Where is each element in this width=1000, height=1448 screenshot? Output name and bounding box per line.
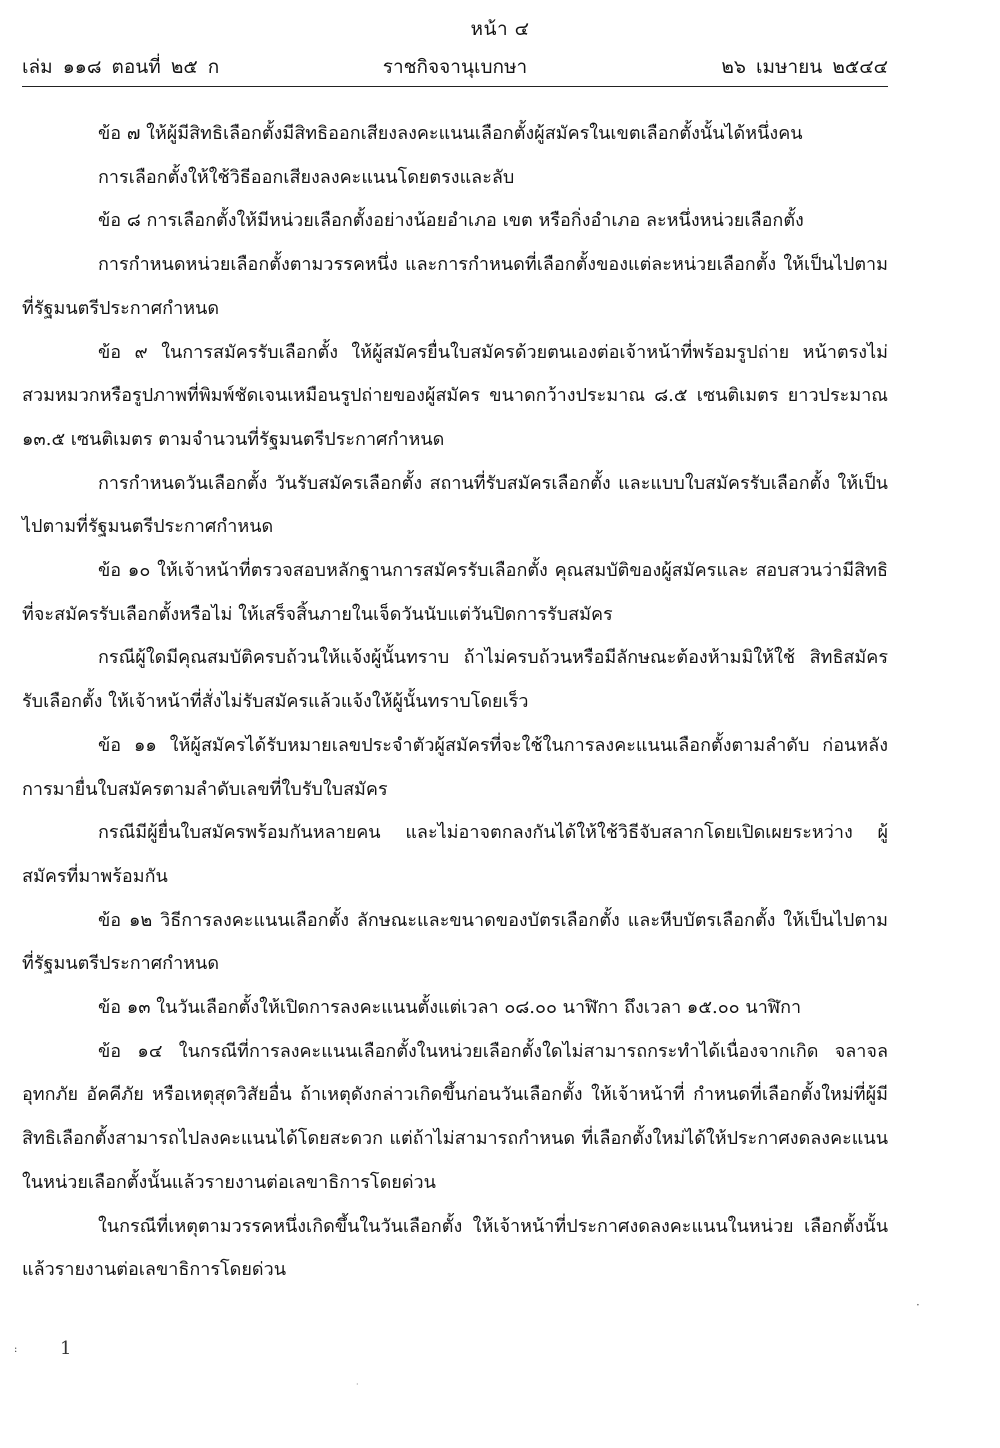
volume-issue: เล่ม ๑๑๘ ตอนที่ ๒๕ ก	[22, 56, 220, 78]
footer-mark: 1	[60, 1338, 72, 1359]
clause-14-para-2: ในกรณีที่เหตุตามวรรคหนึ่งเกิดขึ้นในวันเลือกตั้ง ให้เจ้าหน้าที่ประกาศงดลงคะแนนในหน่วย เลือกตั้งนั้น แล้วรายงานต่อเลขาธิการโดยด่วน	[22, 1215, 888, 1281]
clause-13: ข้อ ๑๓ ในวันเลือกตั้งให้เปิดการลงคะแนนตั้งแต่เวลา ๐๘.๐๐ นาฬิกา ถึงเวลา ๑๕.๐๐ นาฬิกา	[98, 997, 802, 1019]
scan-speck-right: ·	[916, 1298, 920, 1312]
clause-7: ข้อ ๗ ให้ผู้มีสิทธิเลือกตั้งมีสิทธิออกเสียงลงคะแนนเลือกตั้งผู้สมัครในเขตเลือกตั้งนั้นได้หนึ่งคน	[98, 123, 803, 144]
scan-speck-bottom: ·	[356, 1380, 359, 1389]
clause-9-para-2: การกำหนดวันเลือกตั้ง วันรับสมัครเลือกตั้ง สถานที่รับสมัครเลือกตั้ง และแบบใบสมัครรับเลือกตั้ง ให้เป็นไปตามที่รัฐมนตรีประกาศกำหนด	[22, 472, 888, 538]
clause-9: ข้อ ๙ ในการสมัครรับเลือกตั้ง ให้ผู้สมัครยื่นใบสมัครด้วยตนเองต่อเจ้าหน้าที่พร้อมรูปถ่าย หน้าตรงไม่สวมหมวกหรือรูปภาพที่พิมพ์ชัดเจนเหมือนรูปถ่ายของผู้สมัคร ขนาดกว้างประมาณ ๘.๕ เซนติเมตร ยาวประมาณ ๑๓.๕ เซนติเมตร ตามจำนวนที่รัฐมนตรีประกาศกำหนด	[22, 341, 888, 450]
scan-speck-left: :	[14, 1344, 18, 1355]
clause-10: ข้อ ๑๐ ให้เจ้าหน้าที่ตรวจสอบหลักฐานการสมัครรับเลือกตั้ง คุณสมบัติของผู้สมัครและ สอบสวนว่ามีสิทธิที่จะสมัครรับเลือกตั้งหรือไม่ ให้เสร็จสิ้นภายในเจ็ดวันนับแต่วันปิดการรับสมัคร	[22, 560, 888, 625]
clause-7-para-2: การเลือกตั้งให้ใช้วิธีออกเสียงลงคะแนนโดยตรงและลับ	[98, 166, 515, 188]
publication-title: ราชกิจจานุเบกษา	[382, 56, 528, 78]
clause-11: ข้อ ๑๑ ให้ผู้สมัครได้รับหมายเลขประจำตัวผู้สมัครที่จะใช้ในการลงคะแนนเลือกตั้งตามลำดับ ก่อนหลังการมายื่นใบสมัครตามลำดับเลขที่ใบรับใบสมัคร	[22, 734, 888, 800]
clause-8-para-2: การกำหนดหน่วยเลือกตั้งตามวรรคหนึ่ง และการกำหนดที่เลือกตั้งของแต่ละหน่วยเลือกตั้ง ให้เป็นไปตามที่รัฐมนตรีประกาศกำหนด	[22, 254, 888, 319]
clause-8: ข้อ ๘ การเลือกตั้งให้มีหน่วยเลือกตั้งอย่างน้อยอำเภอ เขต หรือกิ่งอำเภอ ละหนึ่งหน่วยเลือกตั้ง	[98, 210, 804, 232]
clause-12: ข้อ ๑๒ วิธีการลงคะแนนเลือกตั้ง ลักษณะและขนาดของบัตรเลือกตั้ง และหีบบัตรเลือกตั้ง ให้เป็นไปตามที่รัฐมนตรีประกาศกำหนด	[22, 909, 888, 975]
publication-date: ๒๖ เมษายน ๒๕๔๔	[721, 56, 888, 78]
header-rule	[22, 86, 888, 87]
clause-14: ข้อ ๑๔ ในกรณีที่การลงคะแนนเลือกตั้งในหน่วยเลือกตั้งใดไม่สามารถกระทำได้เนื่องจากเกิด จลาจล อุทกภัย อัคคีภัย หรือเหตุสุดวิสัยอื่น ถ้าเหตุดังกล่าวเกิดขึ้นก่อนวันเลือกตั้ง ให้เจ้าหน้าที่ กำหนดที่เลือกตั้งใหม่ที่ผู้มีสิทธิเลือกตั้งสามารถไปลงคะแนนได้โดยสะดวก แต่ถ้าไม่สามารถกำหนด ที่เลือกตั้งใหม่ได้ให้ประกาศงดลงคะแนนในหน่วยเลือกตั้งนั้นแล้วรายงานต่อเลขาธิการโดยด่วน	[22, 1040, 888, 1193]
document-body	[22, 112, 888, 1292]
clause-11-para-2: กรณีมีผู้ยื่นใบสมัครพร้อมกันหลายคน และไม่อาจตกลงกันได้ให้ใช้วิธีจับสลากโดยเปิดเผยระหว่าง ผู้สมัครที่มาพร้อมกัน	[22, 822, 888, 887]
running-header	[22, 52, 888, 82]
page-number: หน้า ๔	[470, 18, 530, 40]
clause-10-para-2: กรณีผู้ใดมีคุณสมบัติครบถ้วนให้แจ้งผู้นั้นทราบ ถ้าไม่ครบถ้วนหรือมีลักษณะต้องห้ามมิให้ใช้ สิทธิสมัครรับเลือกตั้ง ให้เจ้าหน้าที่สั่งไม่รับสมัครแล้วแจ้งให้ผู้นั้นทราบโดยเร็ว	[22, 647, 888, 713]
